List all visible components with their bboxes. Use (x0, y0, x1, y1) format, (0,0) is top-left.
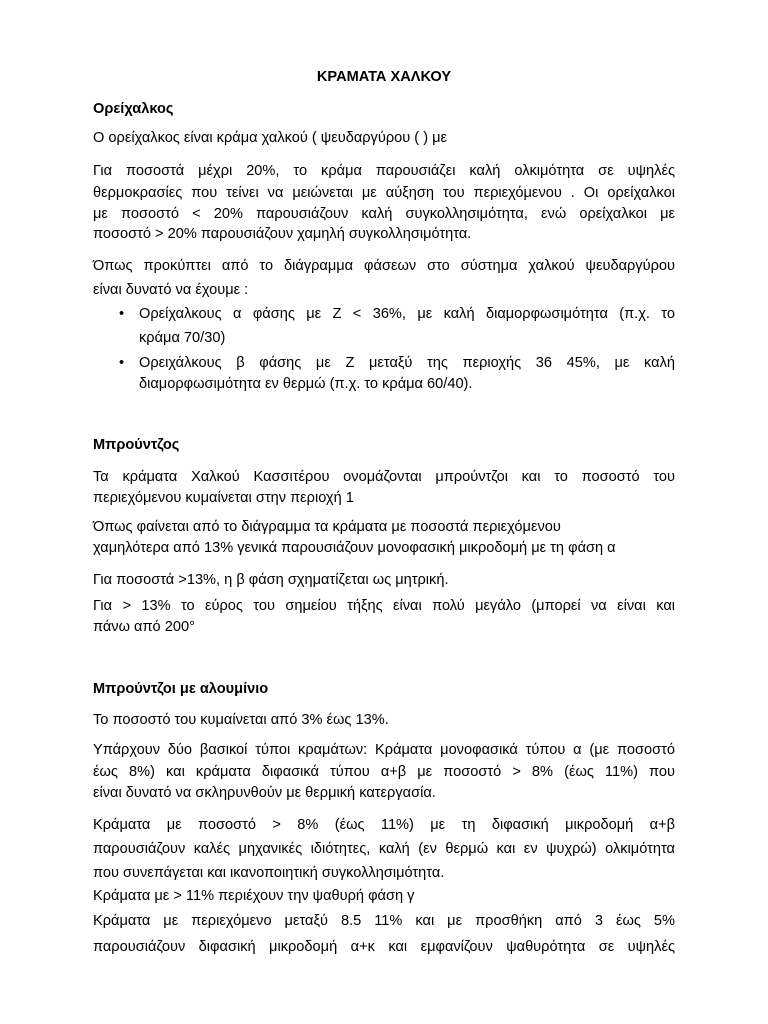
paragraph-line: πάνω από 200° (93, 619, 195, 635)
paragraph-line: Για ποσοστά >13%, η β φάση σχηματίζεται ως μητρική. (93, 572, 449, 588)
section-heading-brass: Ορείχαλκος (93, 101, 174, 117)
paragraph-line: Κράματα με ποσοστό > 8% (έως 11%) με τη διφασική μικροδομή α+β (93, 817, 675, 833)
paragraph-line: Υπάρχουν δύο βασικοί τύποι κραμάτων: Κράματα μονοφασικά τύπου α (με ποσοστό (93, 742, 675, 758)
paragraph-line: Όπως προκύπτει από το διάγραμμα φάσεων στο σύστημα χαλκού ψευδαργύρου (93, 258, 675, 274)
paragraph-line: είναι δυνατό να σκληρυνθούν με θερμική κατεργασία. (93, 785, 436, 801)
paragraph-line: είναι δυνατό να έχουμε : (93, 282, 249, 298)
bullet-icon: • (119, 355, 125, 371)
paragraph-line: Κράματα με > 11% περιέχουν την ψαθυρή φάση γ (93, 888, 415, 904)
list-item: διαμορφωσιμότητα εν θερμώ (π.χ. το κράμα 60/40). (139, 376, 473, 392)
document-title: ΚΡΑΜΑΤΑ ΧΑΛΚΟΥ (316, 69, 452, 85)
paragraph-line: ποσοστό > 20% παρουσιάζουν χαμηλή συγκολλησιμότητα. (93, 226, 472, 242)
paragraph-line: παρουσιάζουν διφασική μικροδομή α+κ και εμφανίζουν ψαθυρότητα σε υψηλές (93, 939, 675, 955)
paragraph-line: παρουσιάζουν καλές μηχανικές ιδιότητες, καλή (εν θερμώ και εν ψυχρώ) ολκιμότητα (93, 841, 675, 857)
section-heading-aluminium-bronze: Μπρούντζοι με αλουμίνιο (93, 681, 269, 697)
paragraph-line: με ποσοστό < 20% παρουσιάζουν καλή συγκολλησιμότητα, ενώ ορείχαλκοι με (93, 206, 675, 222)
paragraph-line: Για ποσοστά μέχρι 20%, το κράμα παρουσιάζει καλή ολκιμότητα σε υψηλές (93, 163, 675, 179)
section-heading-bronze: Μπρούντζος (93, 437, 180, 453)
list-item: Ορείχαλκους α φάσης με Ζ < 36%, με καλή διαμορφωσιμότητα (π.χ. το (139, 306, 675, 322)
bullet-icon: • (119, 306, 125, 322)
paragraph-line: θερμοκρασίες που τείνει να μειώνεται με αύξηση του περιεχόμενου . Οι ορείχαλκοι (93, 185, 675, 201)
paragraph-line: Για > 13% το εύρος του σημείου τήξης είναι πολύ μεγάλο (μπορεί να είναι και (93, 598, 675, 614)
paragraph-line: που συνεπάγεται και ικανοποιητική συγκολλησιμότητα. (93, 865, 445, 881)
list-item: Ορειχάλκους β φάσης με Ζ μεταξύ της περιοχής 36 45%, με καλή (139, 355, 675, 371)
paragraph-line: έως 8%) και κράματα διφασικά τύπου α+β με ποσοστό > 8% (έως 11%) που (93, 764, 675, 780)
paragraph-line: Τα κράματα Χαλκού Κασσιτέρου ονομάζονται μπρούντζοι και το ποσοστό του (93, 469, 675, 485)
paragraph-line: Το ποσοστό του κυμαίνεται από 3% έως 13%. (93, 712, 389, 728)
paragraph-line: χαμηλότερα από 13% γενικά παρουσιάζουν μονοφασική μικροδομή με τη φάση α (93, 540, 616, 556)
paragraph-line: Κράματα με περιεχόμενο μεταξύ 8.5 11% και με προσθήκη από 3 έως 5% (93, 913, 675, 929)
list-item: κράμα 70/30) (139, 330, 226, 346)
paragraph-line: Όπως φαίνεται από το διάγραμμα τα κράματα με ποσοστά περιεχόμενου (93, 519, 561, 535)
paragraph-line: περιεχόμενου κυμαίνεται στην περιοχή 1 (93, 490, 354, 506)
paragraph-line: Ο ορείχαλκος είναι κράμα χαλκού ( ψευδαργύρου ( ) με (93, 130, 448, 146)
